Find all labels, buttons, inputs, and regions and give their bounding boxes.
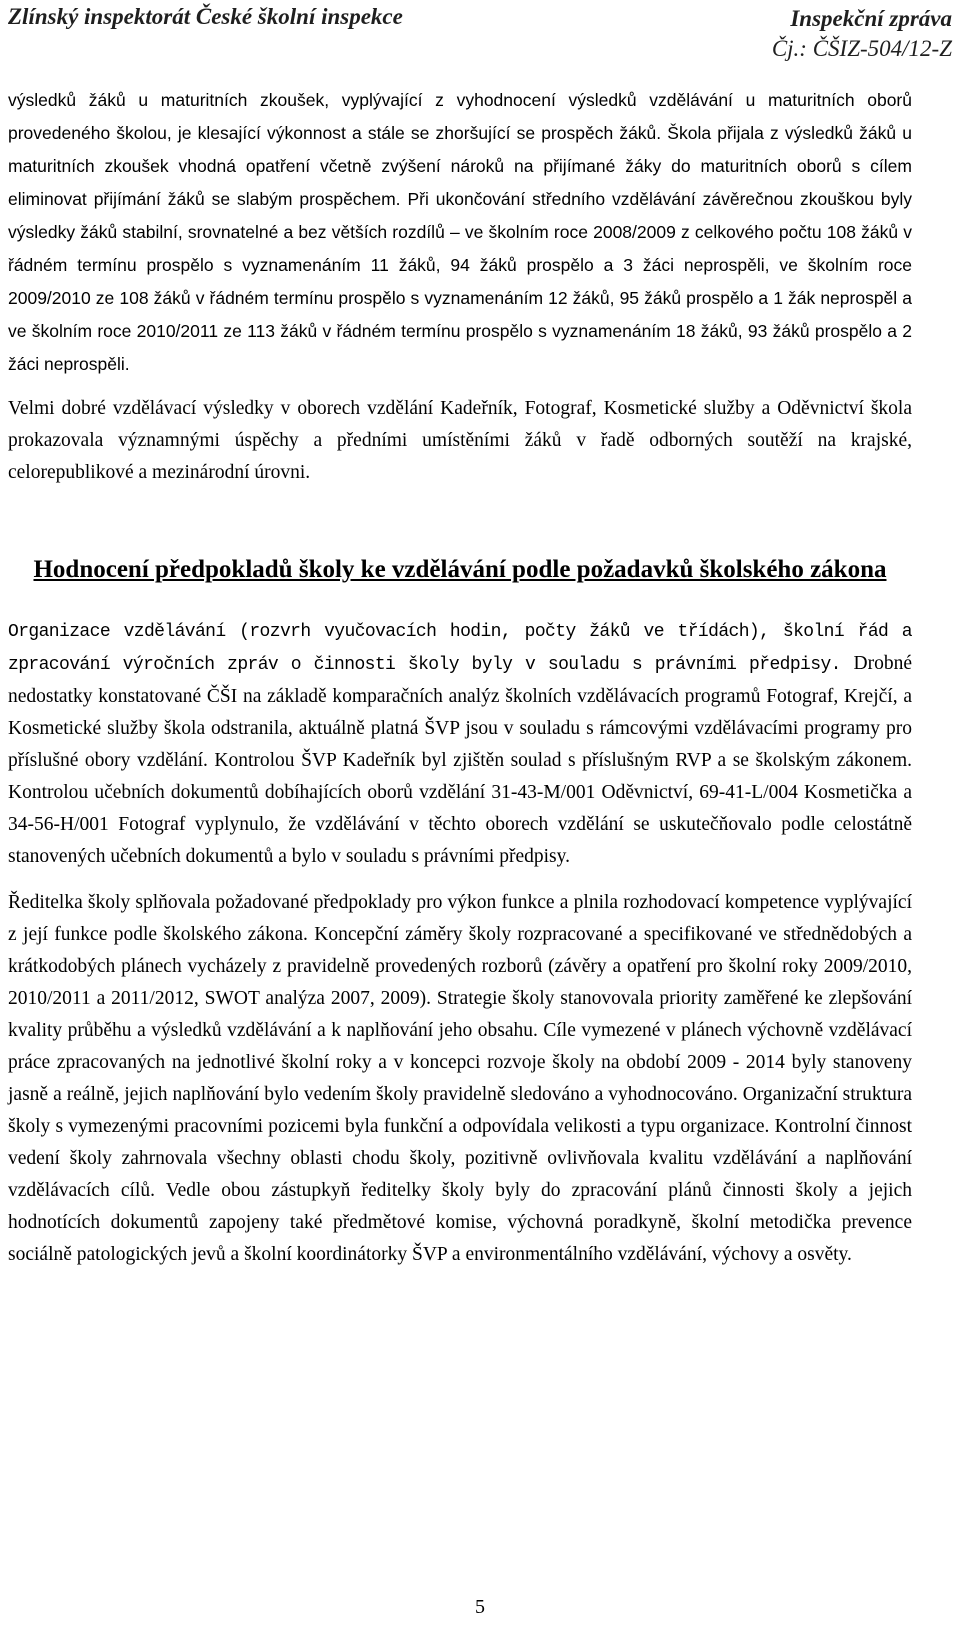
paragraph-organization-part1: Organizace vzdělávání (rozvrh vyučovacích hodin, počty žáků ve třídách), školní řád a zpracování výročních zpráv o činnosti školy byly v souladu s právními předpisy. (8, 622, 912, 675)
paragraph-results (8, 84, 912, 381)
page-header (0, 0, 960, 64)
page-number: 5 (475, 1596, 485, 1618)
paragraph-results-part3: Při ukončování středního vzdělávání závěrečnou zkouškou byly výsledky žáků stabilní, srovnatelné a bez větších rozdílů – ve školním roce 2008/2009 z celkového počtu 108 žáků v řádném termínu prospělo s vyznamenáním 11 žáků, 94 žáků prospělo a 3 žáci neprospěli, ve školním roce 2009/2010 ze 108 žáků v řádném termínu prospělo s vyznamenáním 12 žáků, 95 žáků prospělo a 1 žák neprospěl a ve školním roce 2010/2011 ze 113 žáků v řádném termínu prospělo s vyznamenáním 18 žáků, 93 žáků prospělo a 2 žáci neprospěli. (8, 189, 912, 374)
paragraph-management-part3: Strategie školy stanovovala priority zaměřené ke zlepšování kvality průběhu a výsledků vzdělávání a k naplňování jeho obsahu. (8, 988, 912, 1041)
section-heading: Hodnocení předpokladů školy ke vzdělávání podle požadavků školského zákona (33, 556, 887, 583)
paragraph-management (8, 887, 912, 1271)
report-title: Inspekční zpráva (790, 6, 952, 31)
paragraph-organization (8, 615, 912, 873)
paragraph-management-part4: Cíle vymezené v plánech výchovně vzdělávací práce zpracovaných na jednotlivé školní roky a v koncepci rozvoje školy na období 2009 - 2014 byly stanoveny jasně a reálně, jejich naplňování bylo vedením školy pravidelně sledováno a vyhodnocováno. Organizační struktura školy s vymezenými pracovními pozicemi byla funkční a odpovídala velikosti a typu organizace. Kontrolní činnost vedení školy zahrnovala všechny oblasti chodu školy, pozitivně ovlivňovala kvalitu vzdělávání a naplňování vzdělávacích cílů. Vedle obou zástupkyň ředitelky školy byly do zpracování plánů činnosti školy a jejich hodnotících dokumentů zapojeny také předmětové komise, výchovná poradkyně, školní metodička prevence sociálně patologických jevů a školní koordinátorky ŠVP a environmentálního vzdělávání, výchovy a osvěty. (8, 1020, 912, 1265)
paragraph-results-part1: výsledků žáků u maturitních zkoušek, vyplývající z vyhodnocení výsledků vzdělávání u maturitních oborů provedeného školou, je klesající výkonnost a stále se zhoršující se prospěch žáků. (8, 90, 912, 143)
document-body (8, 84, 912, 1285)
paragraph-management-part2: Koncepční záměry školy rozpracované a specifikované ve střednědobých a krátkodobých plánech vycházely z pravidelně provedených rozborů (závěry a opatření pro školní roky 2009/2010, 2010/2011 a 2011/2012, SWOT analýza 2007, 2009). (8, 924, 912, 1009)
paragraph-management-part1: Ředitelka školy splňovala požadované předpoklady pro výkon funkce a plnila rozhodovací kompetence vyplývající z její funkce podle školského zákona. (8, 892, 912, 945)
paragraph-organization-part2: Drobné nedostatky konstatované ČŠI na základě komparačních analýz školních vzdělávacích programů Fotograf, Krejčí, a Kosmetické služby škola odstranila, aktuálně platná ŠVP jsou v souladu s rámcovými vzdělávacími programy pro příslušné obory vzdělání. Kontrolou ŠVP Kadeřník byl zjištěn soulad s příslušným RVP a se školským zákonem. Kontrolou učebních dokumentů dobíhajících oborů vzdělání 31-43-M/001 Oděvnictví, 69-41-L/004 Kosmetička a 34-56-H/001 Fotograf vyplynulo, že vzdělávání v těchto oborech vzdělání se uskutečňovalo podle celostátně stanovených učebních dokumentů a bylo v souladu s právními předpisy. (8, 653, 912, 867)
inspectorate-name: Zlínský inspektorát České školní inspekce (8, 4, 403, 29)
paragraph-results-part2: Škola přijala z výsledků žáků u maturitních zkoušek vhodná opatření včetně zvýšení nároků na přijímané žáky do maturitních oborů s cílem eliminovat přijímání žáků se slabým prospěchem. (8, 123, 912, 209)
report-reference: Čj.: ČŠIZ-504/12-Z (771, 36, 952, 61)
report-header (772, 4, 952, 64)
paragraph-achievements: Velmi dobré vzdělávací výsledky v oborech vzdělání Kadeřník, Fotograf, Kosmetické služby a Oděvnictví škola prokazovala významnými úspěchy a předními umístěními žáků v řadě odborných soutěží na krajské, celorepublikové a mezinárodní úrovni. (8, 398, 912, 483)
